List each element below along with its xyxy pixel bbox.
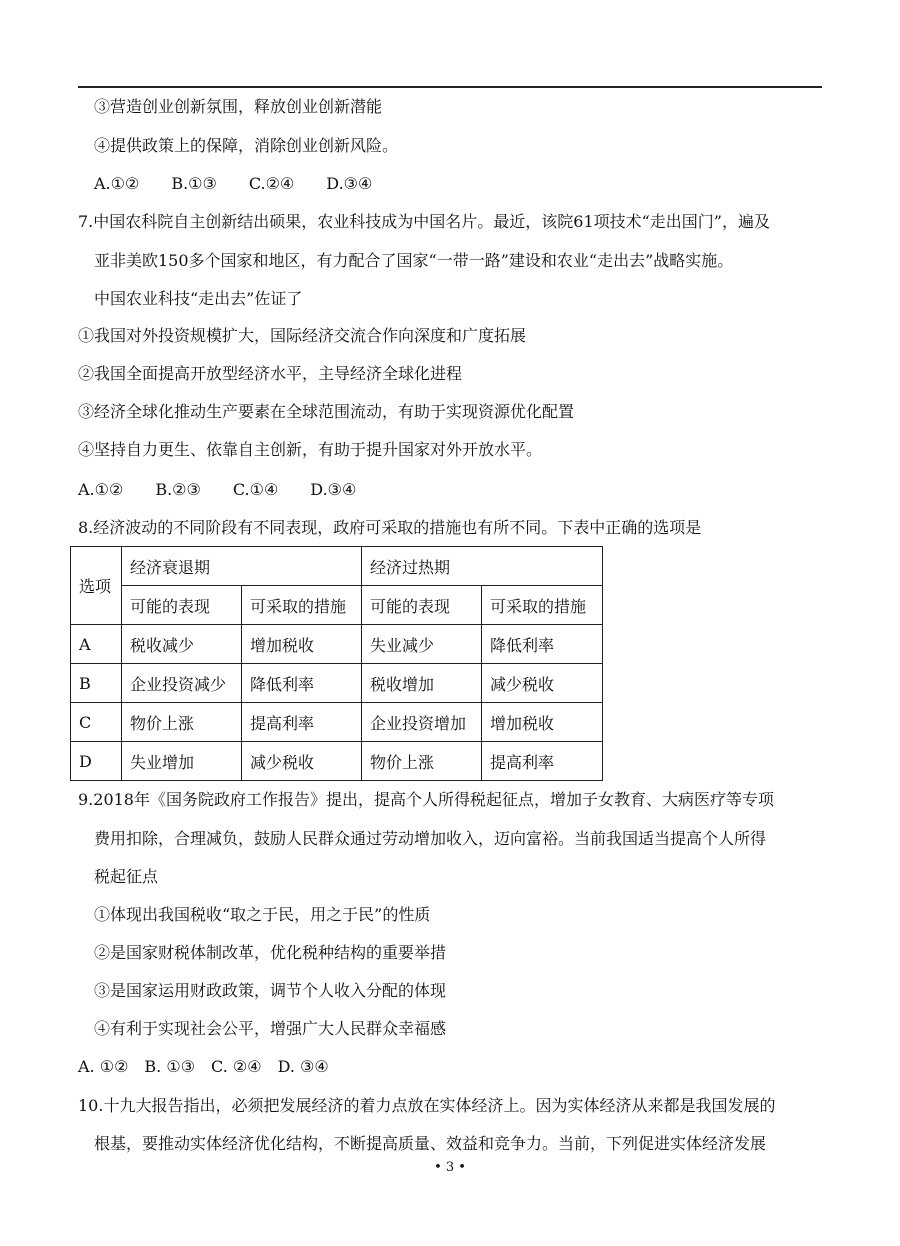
q10-stem-line-2: 根基，要推动实体经济优化结构，不断提高质量、效益和竞争力。当前，下列促进实体经济发展 — [94, 1134, 767, 1153]
q7-option-3: ③经济全球化推动生产要素在全球范围流动，有助于实现资源优化配置 — [78, 402, 575, 421]
table-cell: 失业减少 — [362, 625, 482, 664]
q9-stem-line-1: 9.2018年《国务院政府工作报告》提出，提高个人所得税起征点，增加子女教育、大病医疗等专项 — [78, 790, 774, 809]
table-cell: B — [71, 664, 122, 703]
q7-choices: A.①② B.②③ C.①④ D.③④ — [78, 480, 357, 499]
q7-option-1: ①我国对外投资规模扩大，国际经济交流合作向深度和广度拓展 — [78, 326, 527, 345]
table-subheader-row — [71, 586, 603, 625]
table-cell: C — [71, 703, 122, 742]
q7-stem-line-1: 7.中国农科院自主创新结出硕果，农业科技成为中国名片。最近，该院61项技术“走出国门”，遍及 — [78, 212, 770, 231]
table-cell: 企业投资减少 — [122, 664, 242, 703]
table-cell: 物价上涨 — [122, 703, 242, 742]
table-cell: 减少税收 — [482, 664, 603, 703]
q8-options-table — [70, 546, 603, 781]
table-cell: 税收增加 — [362, 664, 482, 703]
table-cell: 降低利率 — [242, 664, 362, 703]
table-subheader-cell: 可能的表现 — [362, 586, 482, 625]
table-row — [71, 742, 603, 781]
q9-option-1: ①体现出我国税收“取之于民，用之于民”的性质 — [94, 905, 431, 924]
table-cell: 失业增加 — [122, 742, 242, 781]
q9-option-3: ③是国家运用财政政策，调节个人收入分配的体现 — [94, 981, 447, 1000]
q9-option-2: ②是国家财税体制改革，优化税种结构的重要举措 — [94, 943, 447, 962]
table-cell: 物价上涨 — [362, 742, 482, 781]
q7-option-4: ④坚持自力更生、依靠自主创新，有助于提升国家对外开放水平。 — [78, 440, 543, 459]
q6-option-3: ③营造创业创新氛围，释放创业创新潜能 — [94, 97, 383, 116]
table-cell: 降低利率 — [482, 625, 603, 664]
table-cell: D — [71, 742, 122, 781]
table-cell: 增加税收 — [482, 703, 603, 742]
table-corner-cell: 选项 — [71, 547, 122, 625]
table-group-header-recession: 经济衰退期 — [122, 547, 362, 586]
q7-stem-line-2: 亚非美欧150多个国家和地区，有力配合了国家“一带一路”建设和农业“走出去”战略实施。 — [94, 251, 734, 270]
q9-option-4: ④有利于实现社会公平，增强广大人民群众幸福感 — [94, 1019, 447, 1038]
q8-stem: 8.经济波动的不同阶段有不同表现，政府可采取的措施也有所不同。下表中正确的选项是 — [78, 518, 702, 537]
q9-stem-line-2: 费用扣除，合理减负，鼓励人民群众通过劳动增加收入，迈向富裕。当前我国适当提高个人所得 — [94, 829, 767, 848]
table-row — [71, 664, 603, 703]
table-subheader-cell: 可采取的措施 — [482, 586, 603, 625]
table-cell: 税收减少 — [122, 625, 242, 664]
table-subheader-cell: 可能的表现 — [122, 586, 242, 625]
table-group-header-overheating: 经济过热期 — [362, 547, 603, 586]
table-row — [71, 625, 603, 664]
table-subheader-cell: 可采取的措施 — [242, 586, 362, 625]
header-rule — [78, 86, 822, 88]
table-cell: 减少税收 — [242, 742, 362, 781]
q9-stem-line-3: 税起征点 — [94, 867, 159, 886]
q6-choices: A.①② B.①③ C.②④ D.③④ — [94, 174, 373, 193]
q10-stem-line-1: 10.十九大报告指出，必须把发展经济的着力点放在实体经济上。因为实体经济从来都是我国发展的 — [78, 1096, 776, 1115]
table-cell: 增加税收 — [242, 625, 362, 664]
q7-option-2: ②我国全面提高开放型经济水平，主导经济全球化进程 — [78, 364, 463, 383]
q6-option-4: ④提供政策上的保障，消除创业创新风险。 — [94, 136, 399, 155]
q9-choices: A. ①② B. ①③ C. ②④ D. ③④ — [78, 1057, 329, 1076]
table-row — [71, 703, 603, 742]
table-cell: 提高利率 — [242, 703, 362, 742]
table-cell: 提高利率 — [482, 742, 603, 781]
table-cell: A — [71, 625, 122, 664]
q7-stem-line-3: 中国农业科技“走出去”佐证了 — [94, 289, 303, 308]
table-cell: 企业投资增加 — [362, 703, 482, 742]
table-header-row — [71, 547, 603, 586]
page-number: • 3 • — [434, 1160, 466, 1175]
